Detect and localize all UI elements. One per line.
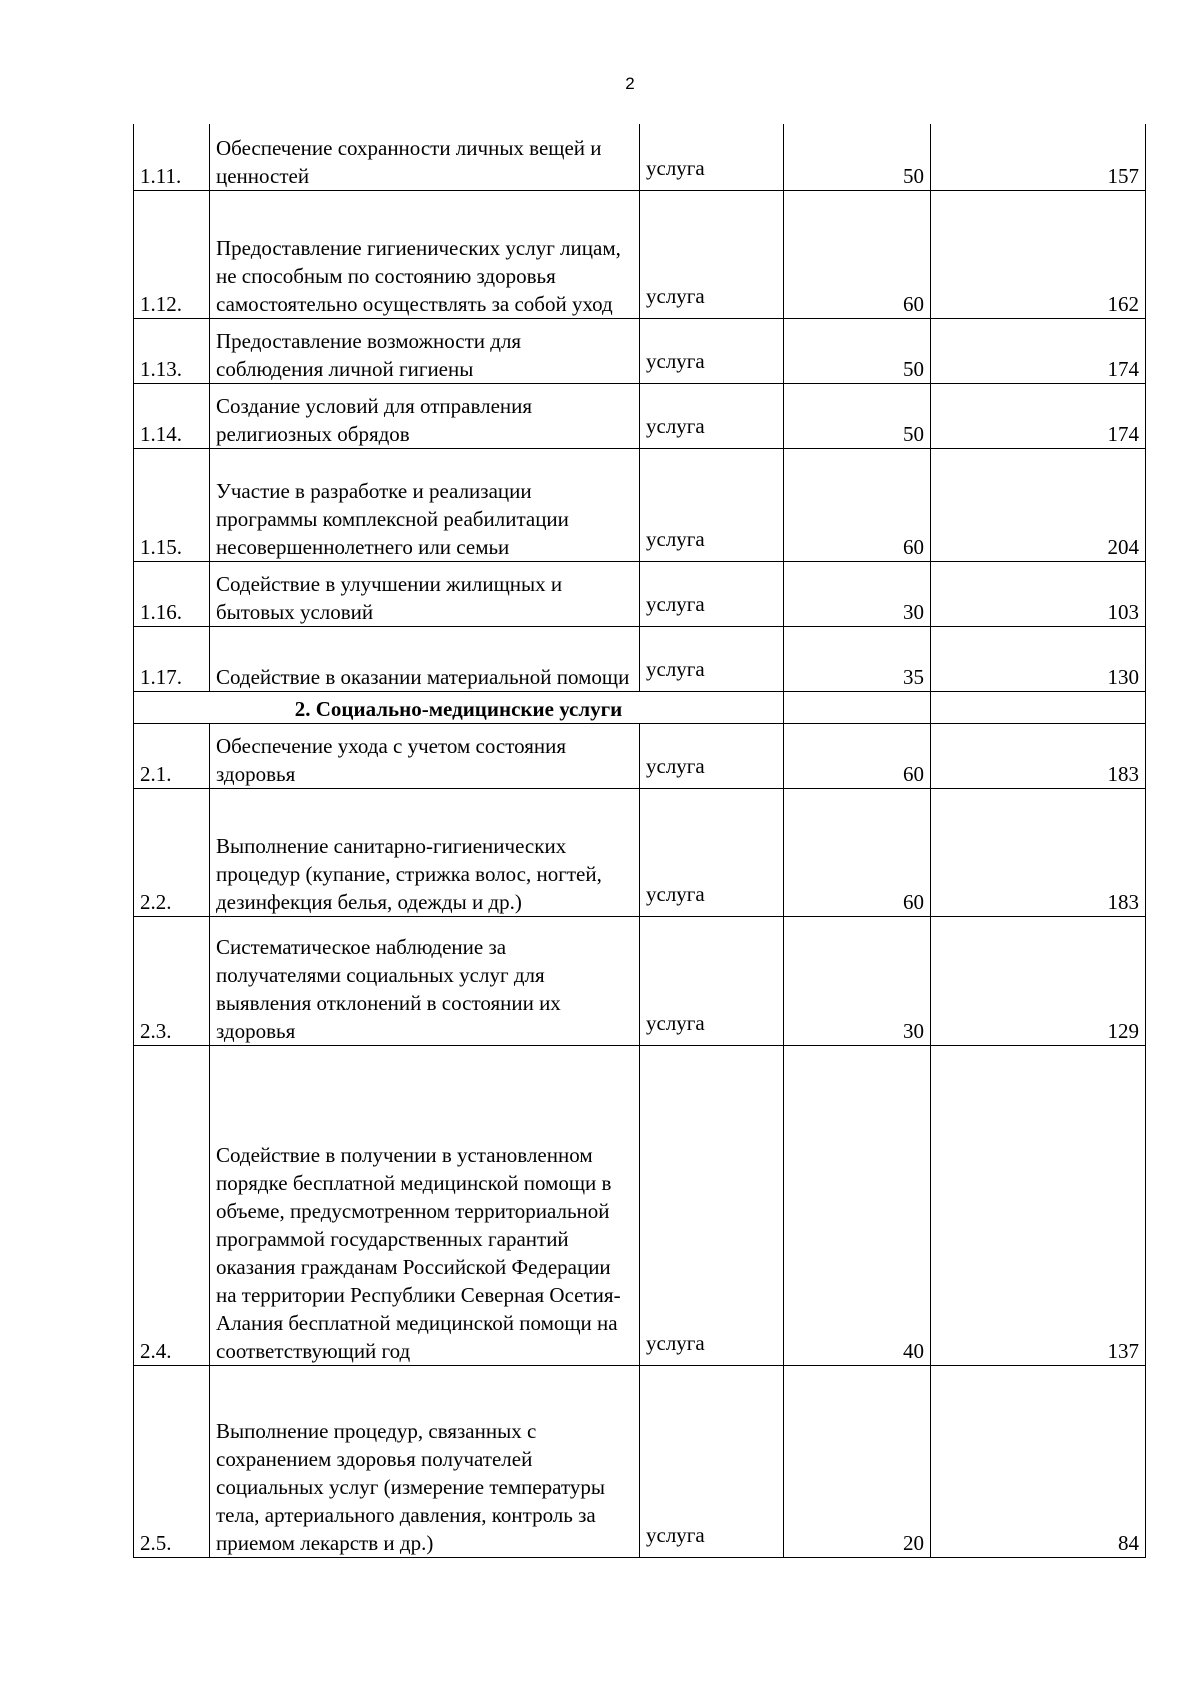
price: 129 (931, 916, 1146, 1045)
unit-label: услуга (646, 348, 705, 373)
unit-label: услуга (646, 1522, 705, 1547)
time-norm: 50 (784, 124, 931, 190)
row-number: 1.14. (134, 383, 210, 448)
time-norm: 40 (784, 1045, 931, 1365)
price: 204 (931, 448, 1146, 561)
service-name: Участие в разработке и реализации программы комплексной реабилитации несовершеннолетнего или семьи (210, 448, 640, 561)
table-row (134, 723, 1146, 788)
unit-cell (640, 788, 784, 916)
unit-cell (640, 190, 784, 318)
service-name: Содействие в получении в установленном порядке бесплатной медицинской помощи в объеме, предусмотренном территориальной программой государственных гарантий оказания гражданам Российской Федерации на территории Республики Северная Осетия-Алания бесплатной медицинской помощи на соответствующий год (210, 1045, 640, 1365)
time-norm: 20 (784, 1365, 931, 1557)
time-norm: 30 (784, 561, 931, 626)
service-name: Выполнение процедур, связанных с сохранением здоровья получателей социальных услуг (измерение температуры тела, артериального давления, контроль за приемом лекарств и др.) (210, 1365, 640, 1557)
price: 174 (931, 318, 1146, 383)
table-row (134, 561, 1146, 626)
price: 130 (931, 626, 1146, 691)
price: 103 (931, 561, 1146, 626)
section-title: 2. Социально-медицинские услуги (134, 691, 784, 723)
unit-label: услуга (646, 881, 705, 906)
unit-cell (640, 383, 784, 448)
row-number: 1.15. (134, 448, 210, 561)
row-number: 1.16. (134, 561, 210, 626)
price: 183 (931, 788, 1146, 916)
empty-cell (784, 691, 931, 723)
time-norm: 60 (784, 723, 931, 788)
price: 162 (931, 190, 1146, 318)
table-row (134, 1365, 1146, 1557)
table-row (134, 916, 1146, 1045)
unit-label: услуга (646, 1010, 705, 1035)
page-number: 2 (625, 74, 635, 93)
table-row (134, 626, 1146, 691)
table-row (134, 1045, 1146, 1365)
unit-cell (640, 916, 784, 1045)
price: 183 (931, 723, 1146, 788)
service-name: Выполнение санитарно-гигиенических процедур (купание, стрижка волос, ногтей, дезинфекция белья, одежды и др.) (210, 788, 640, 916)
unit-cell (640, 723, 784, 788)
unit-cell (640, 561, 784, 626)
service-name: Создание условий для отправления религиозных обрядов (210, 383, 640, 448)
section-header-row (134, 691, 1146, 723)
unit-cell (640, 1045, 784, 1365)
table-row (134, 190, 1146, 318)
unit-label: услуга (646, 591, 705, 616)
unit-label: услуга (646, 1330, 705, 1355)
service-name: Систематическое наблюдение за получателями социальных услуг для выявления отклонений в состоянии их здоровья (210, 916, 640, 1045)
time-norm: 60 (784, 788, 931, 916)
table-row (134, 448, 1146, 561)
price: 84 (931, 1365, 1146, 1557)
time-norm: 60 (784, 190, 931, 318)
services-table (133, 124, 1146, 1558)
service-name: Обеспечение сохранности личных вещей и ценностей (210, 124, 640, 190)
unit-label: услуга (646, 283, 705, 308)
unit-label: услуга (646, 526, 705, 551)
time-norm: 60 (784, 448, 931, 561)
row-number: 1.13. (134, 318, 210, 383)
row-number: 1.11. (134, 124, 210, 190)
empty-cell (931, 691, 1146, 723)
table-row (134, 318, 1146, 383)
service-name: Содействие в оказании материальной помощи (210, 626, 640, 691)
service-name: Предоставление возможности для соблюдения личной гигиены (210, 318, 640, 383)
row-number: 2.3. (134, 916, 210, 1045)
time-norm: 50 (784, 318, 931, 383)
row-number: 1.17. (134, 626, 210, 691)
price: 174 (931, 383, 1146, 448)
unit-cell (640, 1365, 784, 1557)
table-row (134, 124, 1146, 190)
row-number: 2.1. (134, 723, 210, 788)
price: 137 (931, 1045, 1146, 1365)
row-number: 2.5. (134, 1365, 210, 1557)
time-norm: 30 (784, 916, 931, 1045)
time-norm: 50 (784, 383, 931, 448)
row-number: 1.12. (134, 190, 210, 318)
unit-cell (640, 626, 784, 691)
unit-label: услуга (646, 413, 705, 438)
unit-label: услуга (646, 155, 705, 180)
time-norm: 35 (784, 626, 931, 691)
service-name: Обеспечение ухода с учетом состояния здоровья (210, 723, 640, 788)
table-row (134, 383, 1146, 448)
price: 157 (931, 124, 1146, 190)
row-number: 2.2. (134, 788, 210, 916)
service-name: Предоставление гигиенических услуг лицам, не способным по состоянию здоровья самостоятельно осуществлять за собой уход (210, 190, 640, 318)
unit-cell (640, 448, 784, 561)
unit-label: услуга (646, 656, 705, 681)
unit-label: услуга (646, 753, 705, 778)
table-row (134, 788, 1146, 916)
unit-cell (640, 318, 784, 383)
unit-cell (640, 124, 784, 190)
row-number: 2.4. (134, 1045, 210, 1365)
service-name: Содействие в улучшении жилищных и бытовых условий (210, 561, 640, 626)
